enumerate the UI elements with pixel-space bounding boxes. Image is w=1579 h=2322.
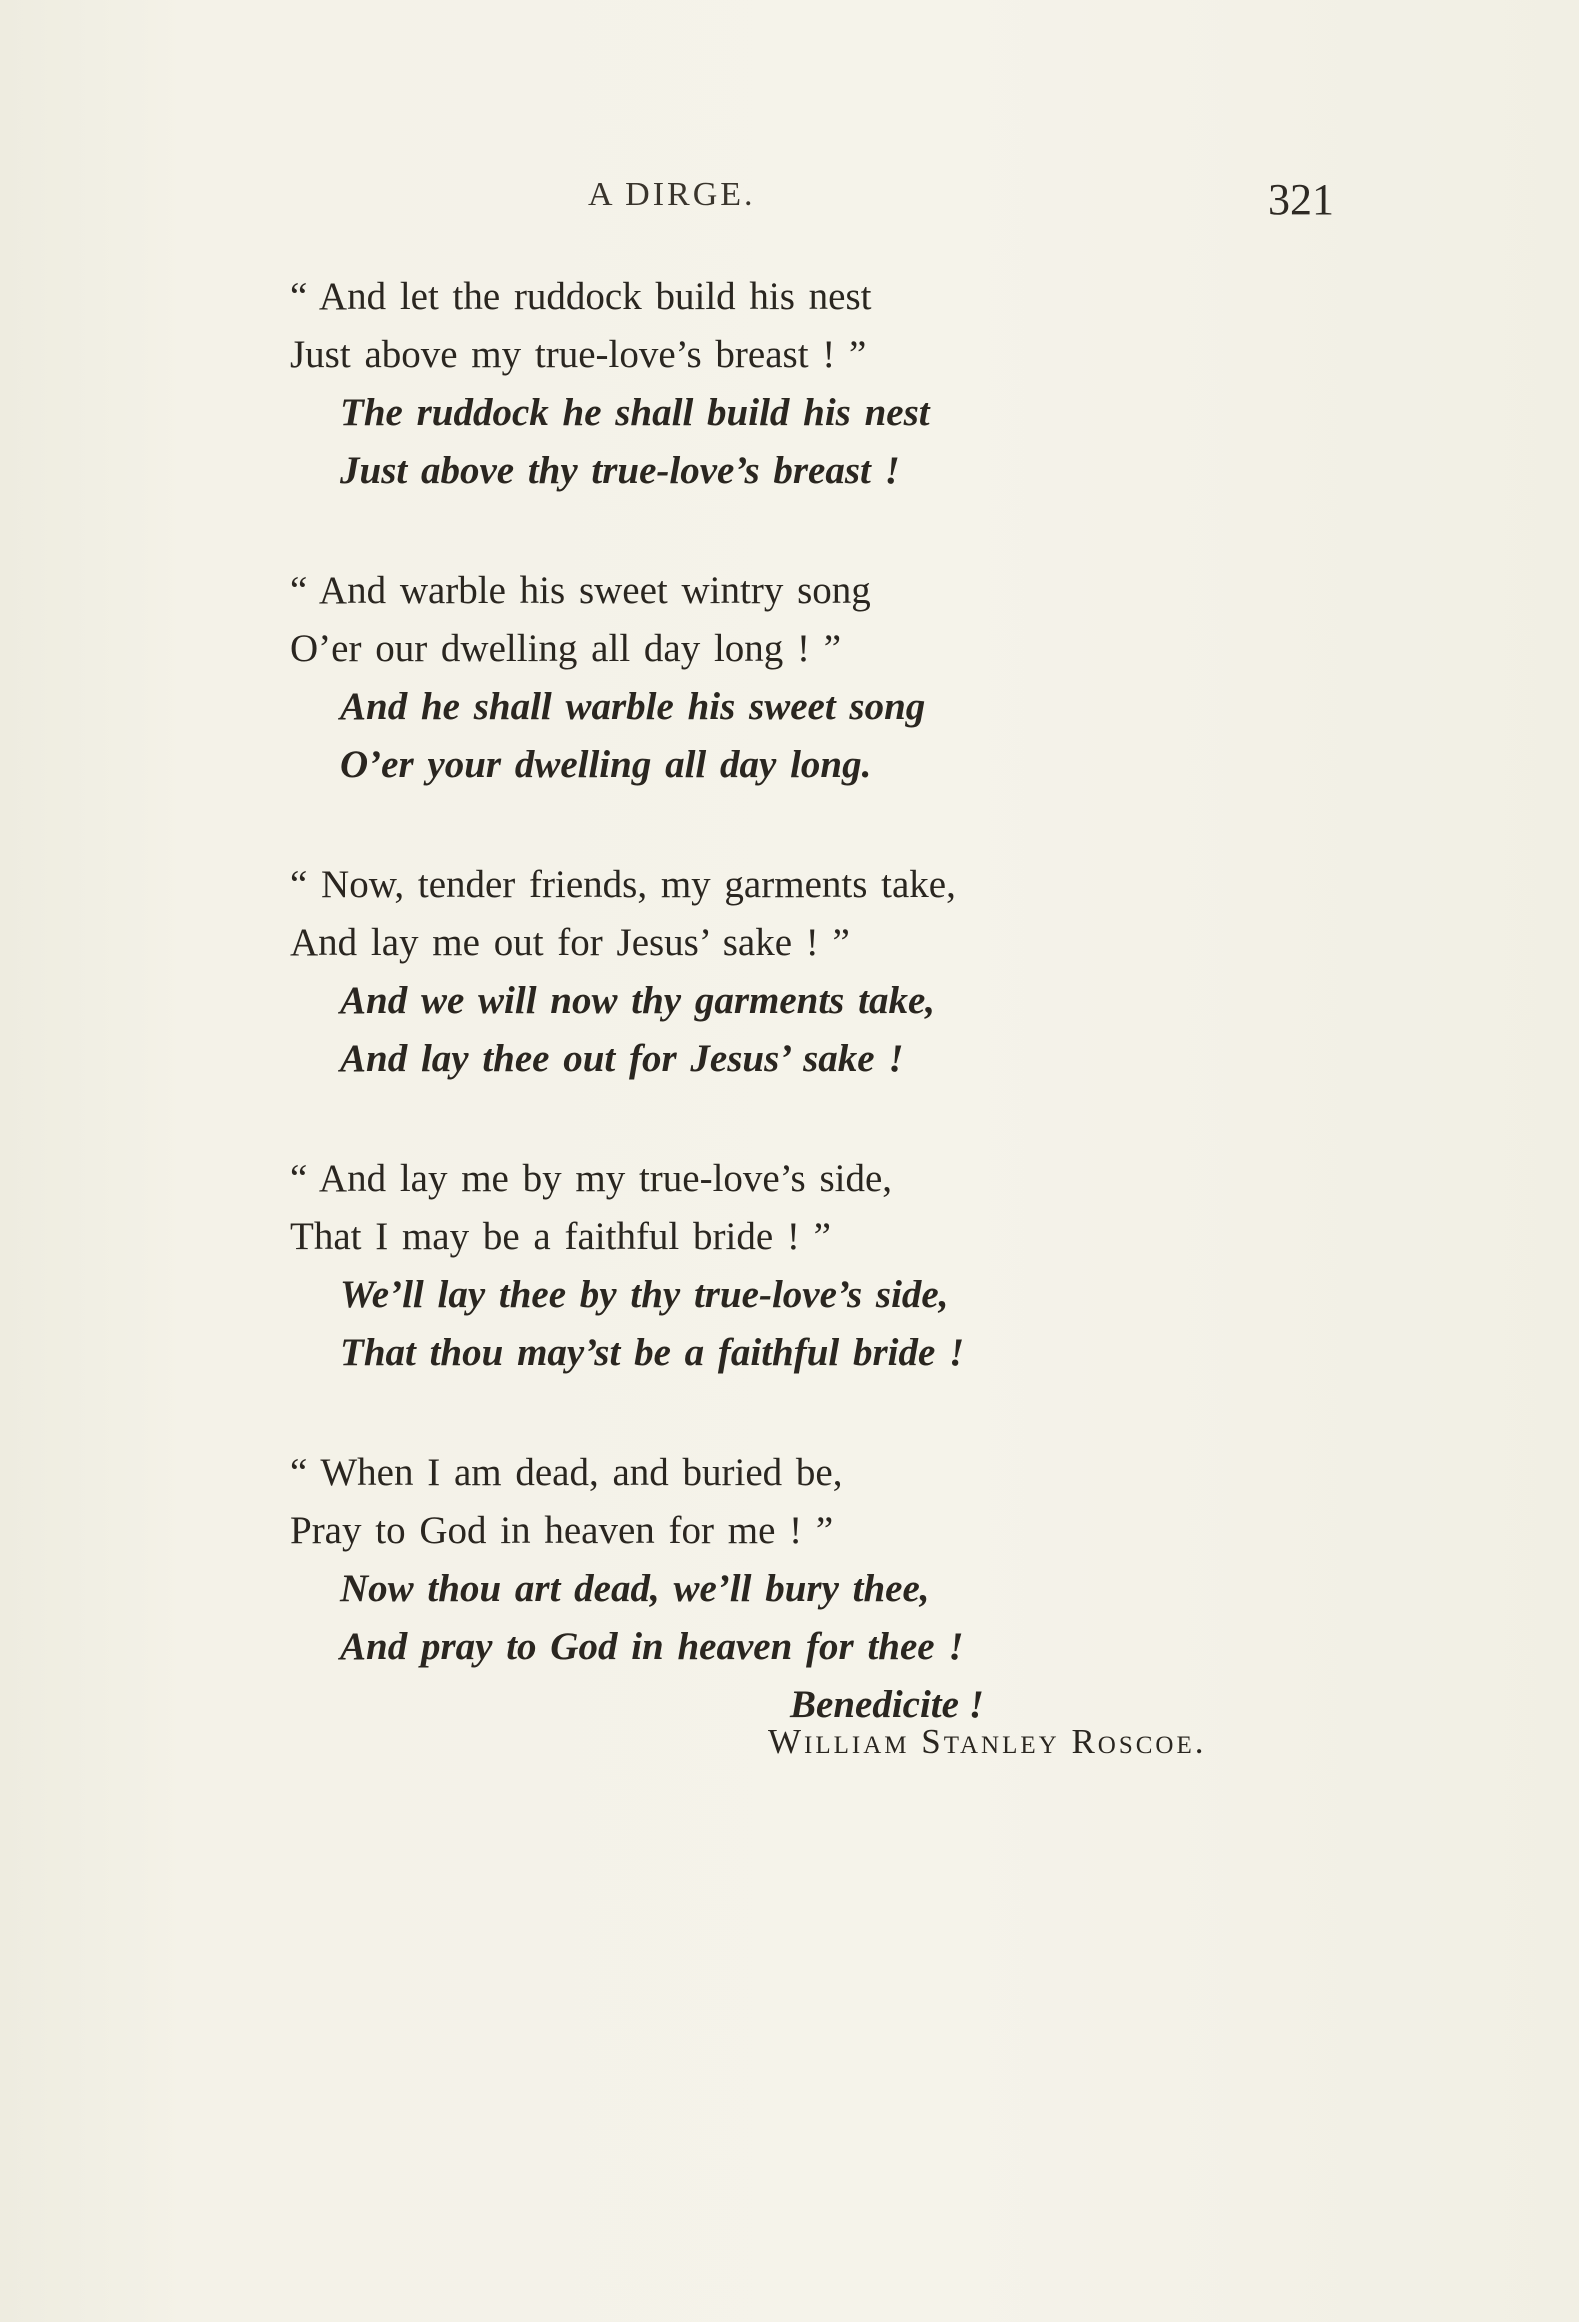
running-title: A DIRGE. xyxy=(588,176,756,213)
refrain-line: We’ll lay thee by thy true-love’s side, xyxy=(340,1273,949,1316)
verse-line: “ Now, tender friends, my garments take, xyxy=(290,863,956,906)
stanza-gap xyxy=(290,500,1290,562)
stanza-gap xyxy=(290,794,1290,856)
verse-line: Just above my true-love’s breast ! ” xyxy=(290,333,867,376)
verse-line: “ And lay me by my true-love’s side, xyxy=(290,1157,893,1200)
verse-line: And lay me out for Jesus’ sake ! ” xyxy=(290,921,850,964)
stanza-2 xyxy=(290,562,1290,794)
refrain-line: Now thou art dead, we’ll bury thee, xyxy=(340,1567,930,1610)
stanza-1 xyxy=(290,268,1290,500)
stanza-gap xyxy=(290,1088,1290,1150)
verse-line: That I may be a faithful bride ! ” xyxy=(290,1215,831,1258)
verse-line: Pray to God in heaven for me ! ” xyxy=(290,1509,834,1552)
refrain-line: And we will now thy garments take, xyxy=(340,979,936,1022)
stanza-5 xyxy=(290,1444,1290,1676)
refrain-line: The ruddock he shall build his nest xyxy=(340,391,930,434)
refrain-line: O’er your dwelling all day long. xyxy=(340,743,872,786)
verse-line: “ And warble his sweet wintry song xyxy=(290,569,871,612)
refrain-line: And pray to God in heaven for thee ! xyxy=(340,1625,964,1668)
verse-line: “ And let the ruddock build his nest xyxy=(290,275,872,318)
stanza-4 xyxy=(290,1150,1290,1382)
stanza-3 xyxy=(290,856,1290,1088)
refrain-line: And lay thee out for Jesus’ sake ! xyxy=(340,1037,904,1080)
closing-line: Benedicite ! xyxy=(790,1683,984,1726)
refrain-line: And he shall warble his sweet song xyxy=(340,685,926,728)
author-attribution: William Stanley Roscoe. xyxy=(768,1722,1207,1761)
refrain-line: Just above thy true-love’s breast ! xyxy=(340,449,900,492)
refrain-line: That thou may’st be a faithful bride ! xyxy=(340,1331,965,1374)
poem xyxy=(290,268,1290,1734)
verse-line: O’er our dwelling all day long ! ” xyxy=(290,627,842,670)
verse-line: “ When I am dead, and buried be, xyxy=(290,1451,843,1494)
stanza-gap xyxy=(290,1382,1290,1444)
page-number: 321 xyxy=(1268,175,1334,224)
